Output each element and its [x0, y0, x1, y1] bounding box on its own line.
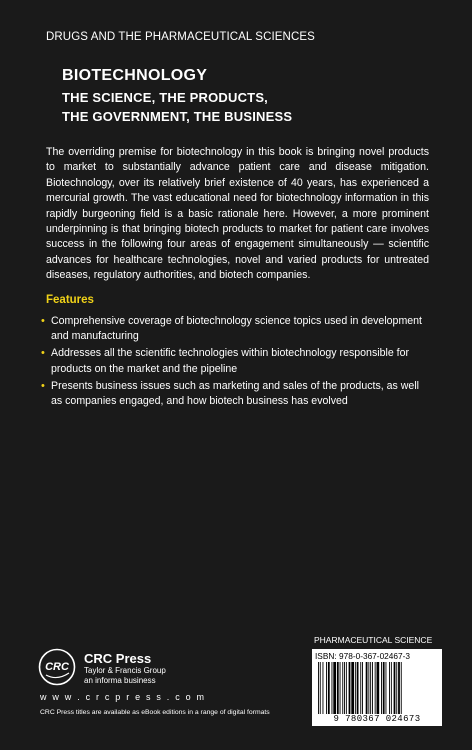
feature-text: Presents business issues such as marketing and sales of the products, as well as companies engaged, and how biotech business has evolved: [51, 379, 420, 408]
subject-category: PHARMACEUTICAL SCIENCE: [314, 635, 433, 645]
book-subtitle-line-2: THE GOVERNMENT, THE BUSINESS: [62, 109, 293, 124]
isbn-barcode-box: [312, 649, 442, 726]
publisher-block: [84, 651, 166, 686]
ebook-note: CRC Press titles are available as eBook editions in a range of digital formats: [40, 709, 270, 716]
title-block: [62, 67, 292, 126]
series-name: DRUGS AND THE PHARMACEUTICAL SCIENCES: [46, 31, 315, 43]
feature-item: [38, 346, 433, 376]
feature-item: [38, 314, 433, 344]
book-title: BIOTECHNOLOGY: [62, 67, 208, 84]
publisher-group: Taylor & Francis Group: [84, 666, 166, 675]
feature-text: Addresses all the scientific technologies within biotechnology responsible for products on the market and the pipeline: [51, 347, 410, 375]
features-heading: Features: [46, 294, 94, 306]
isbn-label: ISBN: 978-0-367-02467-3: [315, 651, 411, 661]
bullet-icon: •: [41, 347, 45, 360]
features-list: [38, 314, 433, 411]
feature-item: [38, 379, 433, 409]
feature-text: Comprehensive coverage of biotechnology science topics used in development and manufacturing: [51, 315, 423, 343]
book-description: The overriding premise for biotechnology in this book is bringing novel products to market to substantially advance patient care and disease mitigation. Biotechnology, over its relatively brief existence of 40 years, has experienced a mercurial growth. The vast educational need for biotechnology information in this rapidly burgeoning field is a basic rationale here. However, a more prominent underpinning is that bringing biotech products to market for patient care involves success in the following four areas of engagement simultaneously — scientific advances for healthcare technologies, novel and varied products for untreated diseases, regulatory authorities, and biotech companies.: [46, 146, 429, 282]
publisher-name: CRC Press: [84, 651, 152, 666]
book-subtitle-line-1: THE SCIENCE, THE PRODUCTS,: [62, 90, 268, 105]
publisher-business: an informa business: [84, 676, 156, 685]
barcode-digits: 9 780367 024673: [333, 714, 421, 724]
crc-logo-text: CRC: [45, 661, 69, 673]
bullet-icon: •: [41, 315, 45, 327]
bullet-icon: •: [41, 379, 45, 392]
publisher-url: w w w . c r c p r e s s . c o m: [40, 692, 206, 702]
crc-logo-icon: [38, 648, 76, 686]
barcode-icon: [316, 662, 438, 714]
